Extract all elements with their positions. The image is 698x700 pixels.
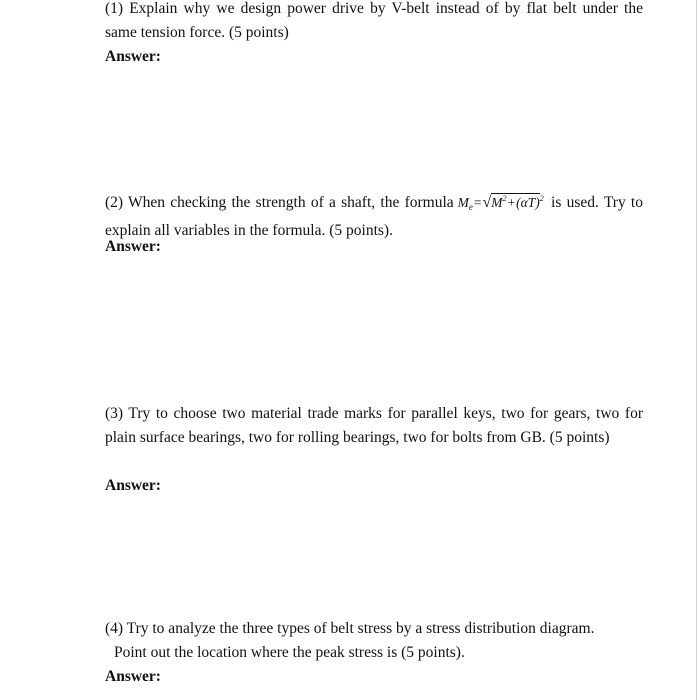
question-1-text: (1) Explain why we design power drive by V-belt instead of by flat belt under the same tension force. (5 points): [105, 0, 643, 41]
square-root-icon: √: [482, 194, 492, 211]
question-2-answer-label: Answer:: [105, 238, 161, 255]
question-4-line-2: Point out the location where the peak stress is (5 points).: [114, 644, 465, 661]
question-1-answer-label: Answer:: [105, 48, 161, 65]
question-4-line-1: (4) Try to analyze the three types of belt stress by a stress distribution diagram.: [105, 620, 595, 637]
question-4-answer-label: Answer:: [105, 668, 161, 685]
question-2-text: [105, 187, 643, 243]
question-3-text: (3) Try to choose two material trade marks for parallel keys, two for gears, two for plain surface bearings, two for rolling bearings, two for bolts from GB. (5 points): [105, 405, 643, 446]
question-2-text-before: (2) When checking the strength of a shaft, the formula: [105, 194, 454, 211]
question-2-text-after: is used. Try to explain all variables in the formula. (5 points).: [105, 194, 643, 239]
bending-moment-formula: $M_e=√M^2+(\alpha T)^2$: [457, 194, 544, 212]
question-3-answer-label: Answer:: [105, 477, 161, 494]
formula-radicand: $M^2+(\alpha T)$: [491, 194, 540, 210]
question-4-text: [105, 617, 643, 665]
